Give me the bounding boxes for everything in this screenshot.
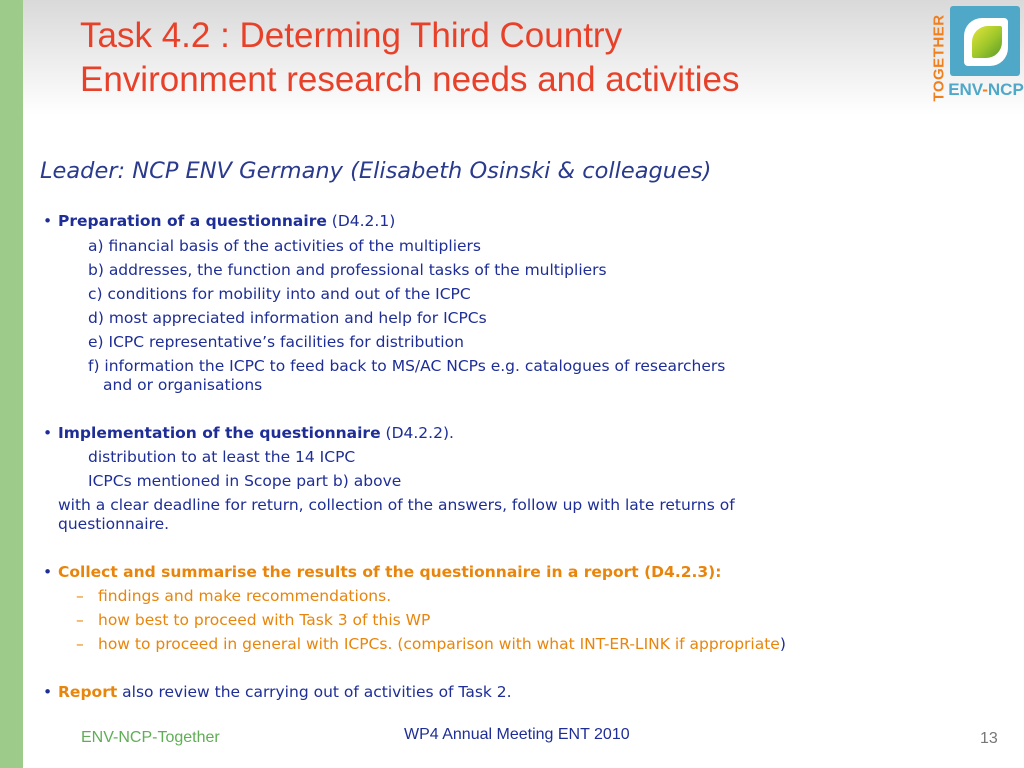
section1-item-continuation: and or organisations [103,376,263,394]
logo-vertical-text: TOGETHER [930,14,948,102]
section2-item: distribution to at least the 14 ICPC [88,448,356,466]
section1-item: e) ICPC representative’s facilities for distribution [88,333,464,351]
section1-item: c) conditions for mobility into and out of the ICPC [88,285,471,303]
dash-marker: – [76,611,84,629]
section3-item: how best to proceed with Task 3 of this WP [98,611,431,629]
section3-item: findings and make recommendations. [98,587,392,605]
section1-heading: Preparation of a questionnaire (D4.2.1) [58,212,396,230]
section2-note: with a clear deadline for return, collection of the answers, follow up with late returns of [58,496,735,514]
bullet-marker: • [43,563,53,581]
section4-heading: Report also review the carrying out of activities of Task 2. [58,683,512,701]
slide-title-line-1: Task 4.2 : Determing Third Country [80,16,623,55]
dash-marker: – [76,635,84,653]
section2-heading: Implementation of the questionnaire (D4.2.2). [58,424,454,442]
section2-note: questionnaire. [58,515,170,533]
section1-item: a) financial basis of the activities of the multipliers [88,237,481,255]
section1-item: d) most appreciated information and help for ICPCs [88,309,487,327]
slide-title-line-2: Environment research needs and activities [80,60,740,99]
section3-item: how to proceed in general with ICPCs. (comparison with what INT-ER-LINK if appropriate) [98,635,786,653]
dash-marker: – [76,587,84,605]
section1-item: f) information the ICPC to feed back to MS/AC NCPs e.g. catalogues of researchers [88,357,726,375]
bullet-marker: • [43,683,53,701]
footer-project-name: ENV-NCP-Together [81,729,220,746]
bullet-marker: • [43,424,53,442]
bullet-marker: • [43,212,53,230]
footer-meeting: WP4 Annual Meeting ENT 2010 [404,726,630,743]
section3-heading: Collect and summarise the results of the questionnaire in a report (D4.2.3): [58,563,722,581]
section1-item: b) addresses, the function and professional tasks of the multipliers [88,261,607,279]
page-number: 13 [980,730,998,747]
logo-wordmark: ENV-NCP [948,80,1024,99]
leader-heading: Leader: NCP ENV Germany (Elisabeth Osinski & colleagues) [40,158,712,184]
section2-item: ICPCs mentioned in Scope part b) above [88,472,402,490]
